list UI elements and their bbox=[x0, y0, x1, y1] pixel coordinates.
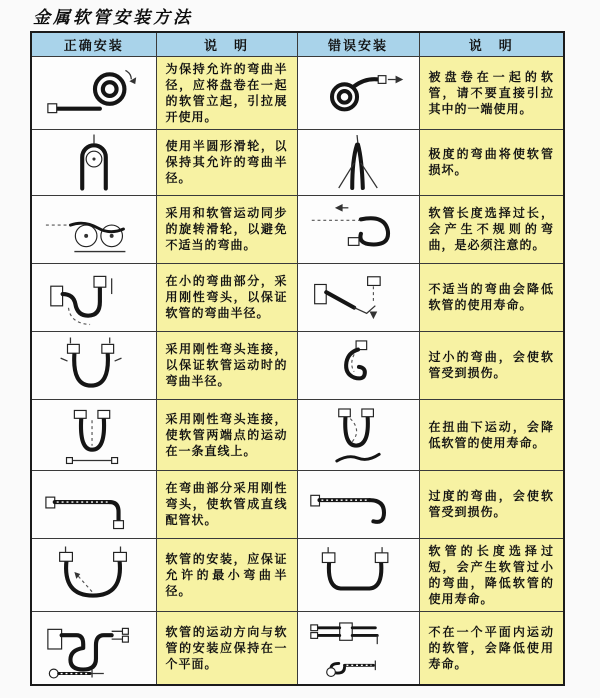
header-wrong-install: 错误安装 bbox=[297, 32, 419, 56]
wrong-image-cell bbox=[297, 56, 419, 129]
correct-image-cell bbox=[31, 470, 156, 538]
wrong-description: 极度的弯曲将使软管损坏。 bbox=[419, 129, 564, 195]
coiled-hose-upright-icon bbox=[41, 62, 147, 124]
correct-image-cell bbox=[31, 611, 156, 685]
wrong-image-cell bbox=[297, 331, 419, 399]
different-plane-motion-icon bbox=[306, 616, 410, 680]
improper-bend-icon bbox=[306, 266, 410, 328]
table-row bbox=[31, 129, 564, 195]
header-description-correct: 说 明 bbox=[156, 32, 297, 56]
correct-description: 为保持允许的弯曲半径，应将盘卷在一起的软管立起，引拉展开使用。 bbox=[156, 56, 297, 129]
header-correct-install: 正确安装 bbox=[31, 32, 156, 56]
installation-table bbox=[30, 31, 565, 686]
straight-pipe-elbow-icon bbox=[41, 473, 147, 535]
table-row bbox=[31, 611, 564, 685]
rigid-elbow-small-bend-icon bbox=[41, 266, 147, 328]
correct-description: 软管的运动方向与软管的安装应保持在一个平面。 bbox=[156, 611, 297, 685]
wrong-description: 过小的弯曲，会使软管受到损伤。 bbox=[419, 331, 564, 399]
hose-too-long-loop-icon bbox=[306, 198, 410, 260]
table-row bbox=[31, 538, 564, 611]
wrong-image-cell bbox=[297, 538, 419, 611]
header-row bbox=[31, 32, 564, 56]
header-description-wrong: 说 明 bbox=[419, 32, 564, 56]
correct-image-cell bbox=[31, 263, 156, 331]
correct-image-cell bbox=[31, 195, 156, 263]
wrong-image-cell bbox=[297, 129, 419, 195]
wrong-description: 过度的弯曲，会使软管受到损伤。 bbox=[419, 470, 564, 538]
correct-image-cell bbox=[31, 538, 156, 611]
u-bend-straight-line-motion-icon bbox=[41, 404, 147, 466]
wrong-description: 在扭曲下运动，会降低软管的使用寿命。 bbox=[419, 399, 564, 470]
hose-extreme-bend-icon bbox=[306, 131, 410, 193]
correct-description: 采用刚性弯头连接，使软管两端点的运动在一条直线上。 bbox=[156, 399, 297, 470]
correct-description: 在弯曲部分采用刚性弯头，使软管成直线配管状。 bbox=[156, 470, 297, 538]
same-plane-motion-icon bbox=[41, 616, 147, 680]
overbent-hose-icon bbox=[306, 473, 410, 535]
page-title: 金属软管安装方法 bbox=[33, 8, 193, 28]
correct-description: 使用半圆形滑轮，以保持其允许的弯曲半径。 bbox=[156, 129, 297, 195]
too-small-bend-icon bbox=[306, 334, 410, 396]
hose-too-short-icon bbox=[306, 544, 410, 606]
correct-description: 采用刚性弯头连接，以保证软管运动时的弯曲半径。 bbox=[156, 331, 297, 399]
correct-image-cell bbox=[31, 129, 156, 195]
correct-image-cell bbox=[31, 56, 156, 129]
rigid-elbow-u-bend-icon bbox=[41, 334, 147, 396]
correct-image-cell bbox=[31, 399, 156, 470]
correct-description: 软管的安装，应保证允许的最小弯曲半径。 bbox=[156, 538, 297, 611]
table-row bbox=[31, 56, 564, 129]
wrong-description: 不在一个平面内运动的软管，会降低使用寿命。 bbox=[419, 611, 564, 685]
wrong-image-cell bbox=[297, 470, 419, 538]
correct-description: 采用和软管运动同步的旋转滑轮，以避免不适当的弯曲。 bbox=[156, 195, 297, 263]
table-row bbox=[31, 399, 564, 470]
hose-over-pulley-icon bbox=[41, 131, 147, 193]
wrong-image-cell bbox=[297, 611, 419, 685]
correct-description: 在小的弯曲部分，采用刚性弯头，以保证软管的弯曲半径。 bbox=[156, 263, 297, 331]
table-row bbox=[31, 331, 564, 399]
wrong-image-cell bbox=[297, 195, 419, 263]
wrong-description: 不适当的弯曲会降低软管的使用寿命。 bbox=[419, 263, 564, 331]
table-row bbox=[31, 470, 564, 538]
wrong-description: 被盘卷在一起的软管，请不要直接引拉其中的一端使用。 bbox=[419, 56, 564, 129]
twisted-u-bend-icon bbox=[306, 404, 410, 466]
synchronized-rotating-pulleys-icon bbox=[41, 198, 147, 260]
wrong-image-cell bbox=[297, 263, 419, 331]
wrong-description: 软管长度选择过长，会产生不规则的弯曲，是必须注意的。 bbox=[419, 195, 564, 263]
table-row bbox=[31, 263, 564, 331]
correct-image-cell bbox=[31, 331, 156, 399]
minimum-bend-radius-u-icon bbox=[41, 544, 147, 606]
wrong-image-cell bbox=[297, 399, 419, 470]
coiled-hose-pulled-icon bbox=[306, 62, 410, 124]
table-row bbox=[31, 195, 564, 263]
wrong-description: 软管的长度选择过短，会产生软管过小的弯曲，降低软管的使用寿命。 bbox=[419, 538, 564, 611]
